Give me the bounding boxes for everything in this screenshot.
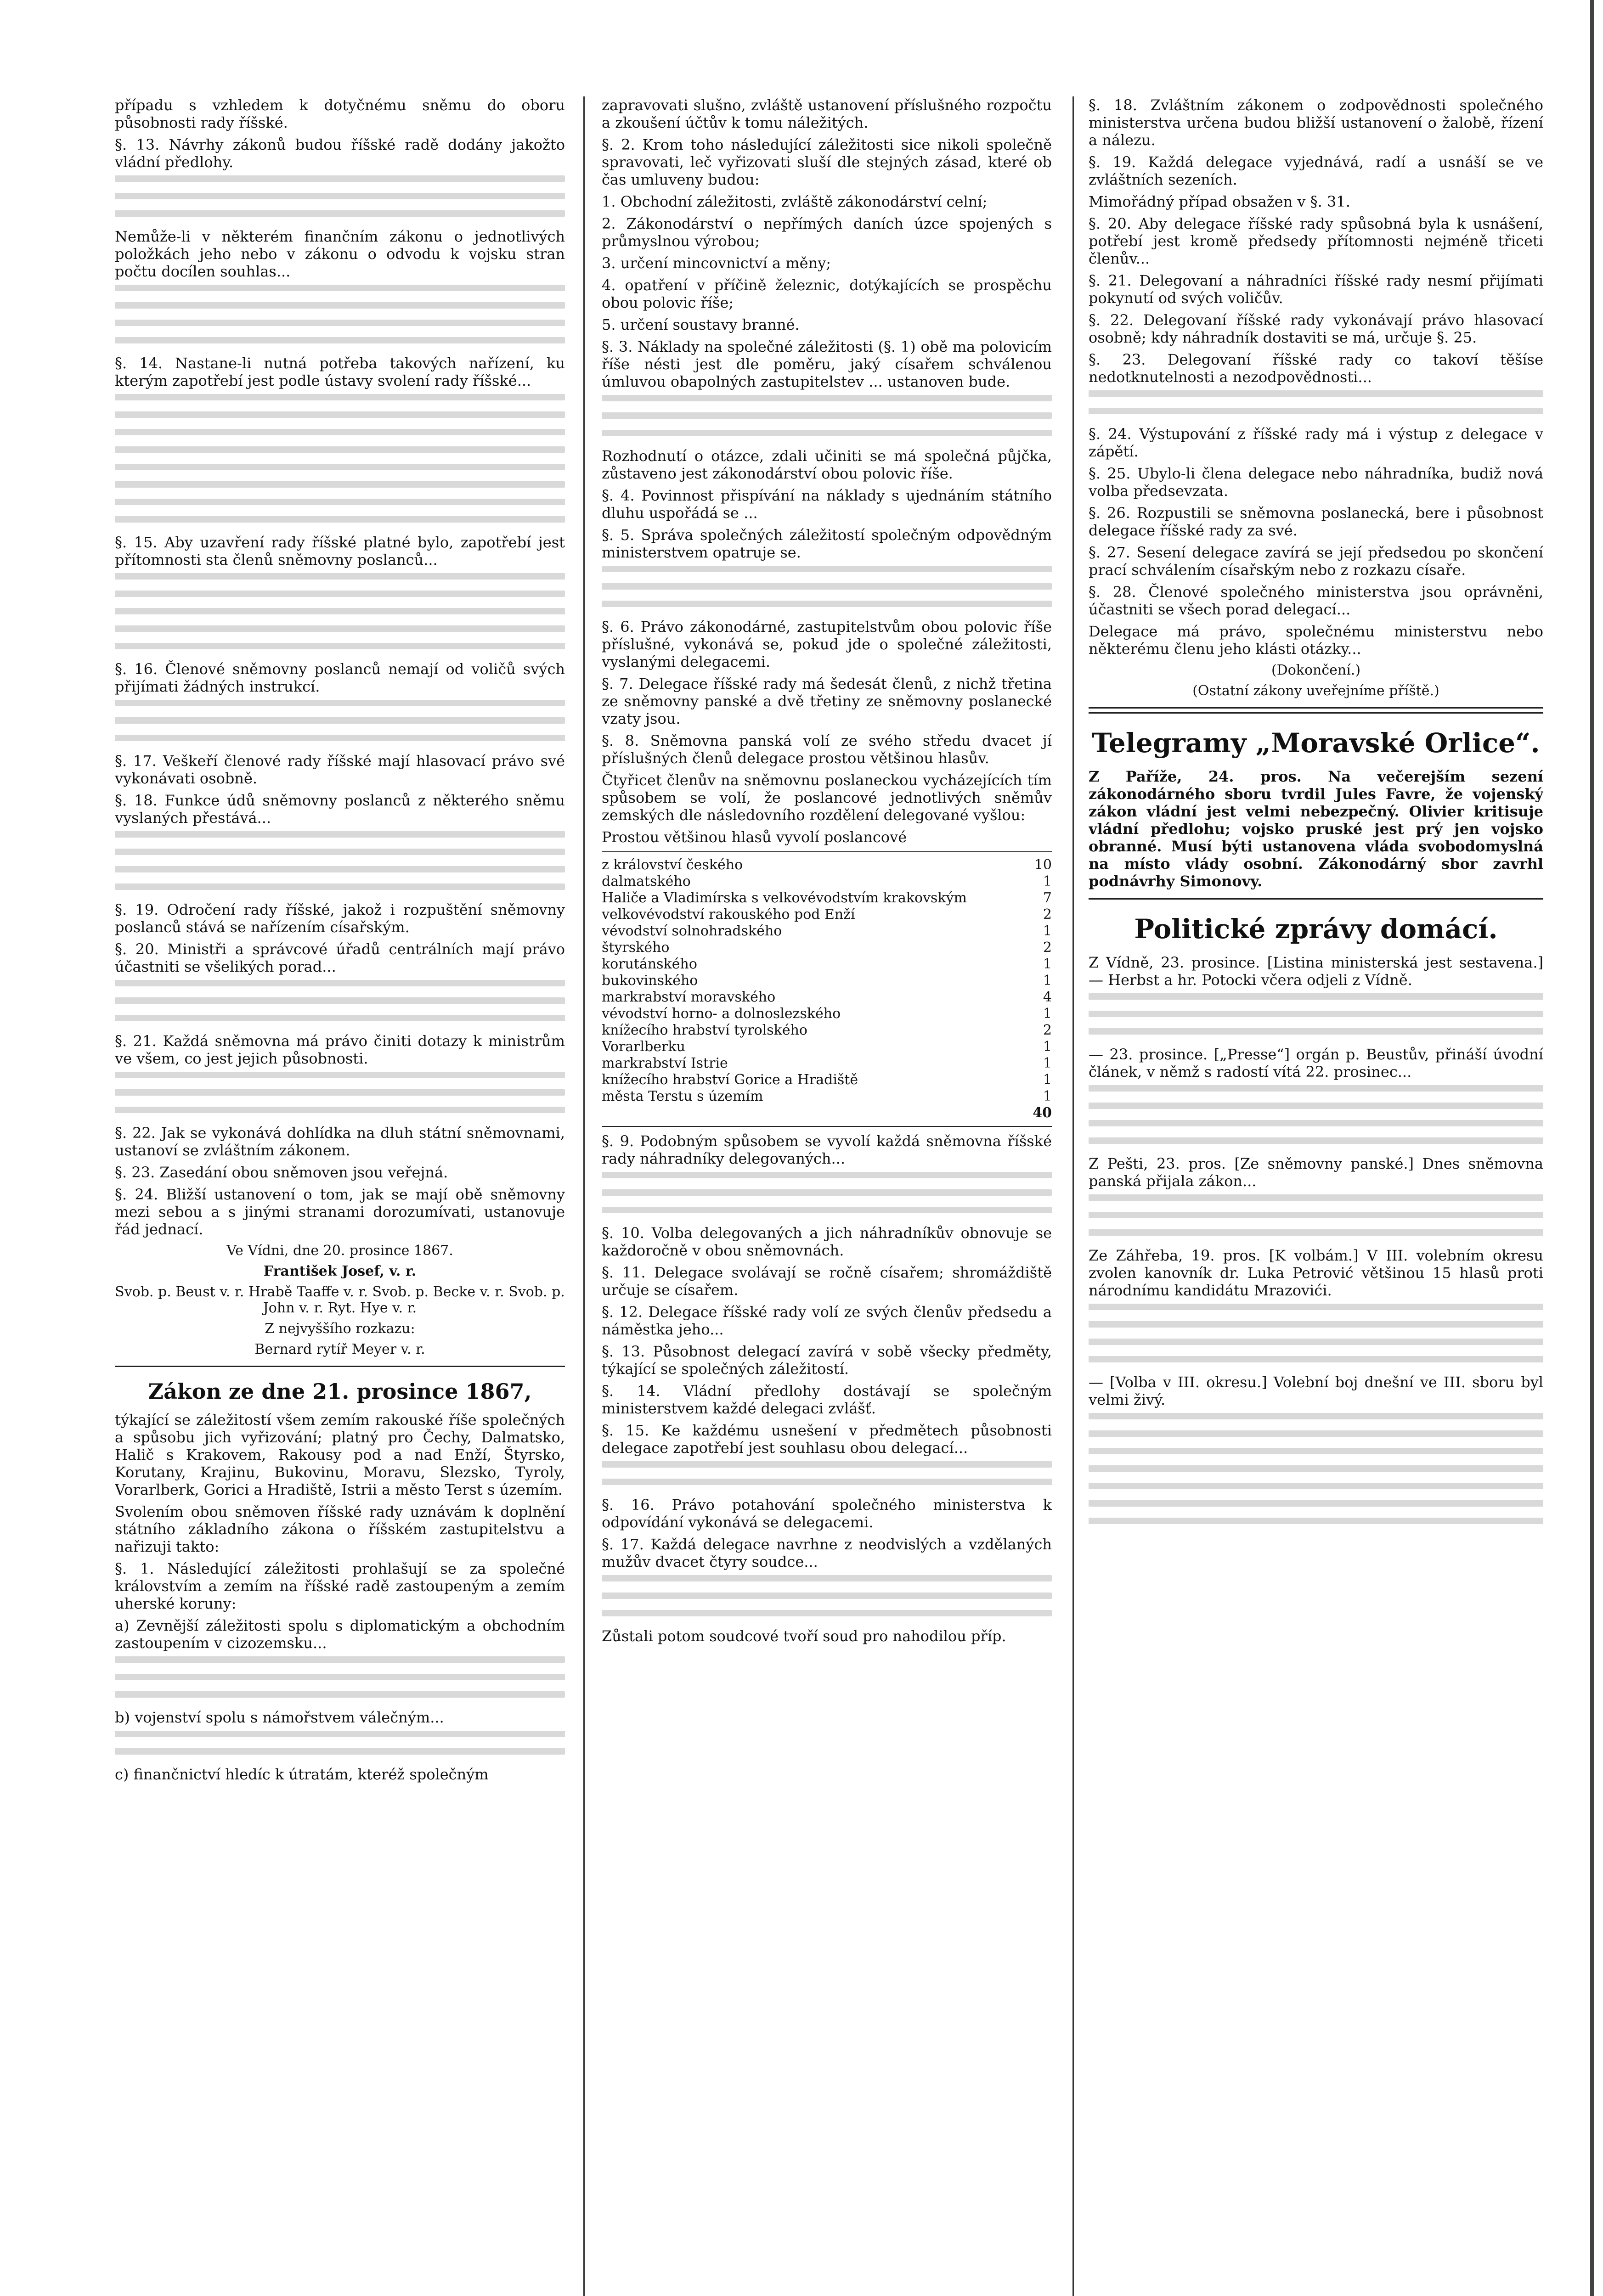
table-row: knížecího hrabství tyrolského 2 bbox=[602, 1022, 1052, 1038]
text-placeholder bbox=[115, 1656, 565, 1698]
table-row: vévodství solnohradského 1 bbox=[602, 923, 1052, 939]
signature-order: Z nejvyššího rozkazu: bbox=[265, 1321, 415, 1337]
paragraph: §. 9. Podobným spůsobem se vyvolí každá sněmovna říšské rady náhradníky delegovaných... bbox=[602, 1132, 1052, 1167]
paragraph: §. 12. Delegace říšské rady volí ze svých členův předsedu a náměstka jeho... bbox=[602, 1303, 1052, 1338]
paragraph: Z Pešti, 23. pros. [Ze sněmovny panské.] Dnes sněmovna panská přijala zákon... bbox=[1089, 1155, 1543, 1190]
text-placeholder bbox=[115, 175, 565, 217]
paragraph: §. 28. Členové společného ministerstva jsou oprávněni, účastniti se všech porad delegací... bbox=[1089, 583, 1543, 618]
paragraph: §. 8. Sněmovna panská volí ze svého středu dvacet jí příslušných členů delegace prostou většinou hlasův. bbox=[602, 732, 1052, 767]
date-line: Ve Vídni, dne 20. prosince 1867. bbox=[226, 1243, 453, 1259]
paragraph: §. 18. Funkce údů sněmovny poslanců z některého sněmu vyslaných přestává... bbox=[115, 792, 565, 827]
text-placeholder bbox=[602, 566, 1052, 607]
paragraph: §. 23. Delegovaní říšské rady co takoví těšíse nedotknutelnosti a nezodpovědnosti... bbox=[1089, 351, 1543, 386]
separator bbox=[115, 1366, 565, 1367]
paragraph: §. 1. Následující záležitosti prohlašují se za společné královstvím a zemím na říšské radě zastoupeným a zemím uherské koruny: bbox=[115, 1560, 565, 1612]
paragraph: §. 10. Volba delegovaných a jich náhradníkův obnovuje se každoročně v obou sněmovnách. bbox=[602, 1224, 1052, 1259]
separator bbox=[1089, 707, 1543, 714]
paragraph: §. 13. Působnost delegací zavírá v sobě všecky předměty, týkající se společných záležitostí. bbox=[602, 1343, 1052, 1378]
column-rule bbox=[583, 96, 585, 2296]
paragraph: §. 5. Správa společných záležitostí společným odpovědným ministerstvem opatruje se. bbox=[602, 526, 1052, 561]
paragraph: Delegace má právo, společnému ministerstvu nebo některému členu jeho klásti otázky... bbox=[1089, 623, 1543, 658]
telegram-title: Telegramy „Moravské Orlice“. bbox=[1092, 727, 1540, 759]
text-placeholder bbox=[115, 285, 565, 343]
column-rule bbox=[1072, 96, 1074, 2296]
paragraph: b) vojenství spolu s námořstvem válečným... bbox=[115, 1709, 444, 1726]
paragraph: §. 22. Jak se vykonává dohlídka na dluh státní sněmovnami, ustanoví se zvláštním zákonem. bbox=[115, 1124, 565, 1159]
text-placeholder bbox=[115, 394, 565, 523]
end-note: (Dokončení.) bbox=[1271, 662, 1361, 678]
delegates-table bbox=[602, 851, 1052, 1127]
paragraph: Z Vídně, 23. prosince. [Listina ministerská jest sestavena.] — Herbst a hr. Potocki včera odjeli z Vídně. bbox=[1089, 954, 1543, 989]
column-2 bbox=[602, 96, 1052, 2296]
list-item: 5. určení soustavy branné. bbox=[602, 316, 800, 333]
paragraph: §. 16. Členové sněmovny poslanců nemají od voličů svých přijímati žádných instrukcí. bbox=[115, 660, 565, 695]
text-placeholder bbox=[115, 831, 565, 890]
telegram-text: Z Paříže, 24. pros. Na večerejším sezení zákonodárného sboru tvrdil Jules Favre, že vojenský zákon vládní jest velmi nebezpečný. Olivier kritisuje vládní předlohu; vojsko pruské jest prý jen vojsko obranné. Musí býti ustanovena vláda svobodomyslná na místo vlády osobní. Zákonodárný sbor zavrhl podnávrhy Simonovy. bbox=[1089, 768, 1543, 890]
table-row: Haliče a Vladimírska s velkovévodstvím krakovským 7 bbox=[602, 890, 1052, 906]
paragraph: §. 20. Ministři a správcové úřadů centrálních mají právo účastniti se všelikých porad... bbox=[115, 940, 565, 975]
paragraph: §. 22. Delegovaní říšské rady vykonávají právo hlasovací osobně; kdy náhradník dostaviti se má, určuje §. 25. bbox=[1089, 311, 1543, 346]
table-row: města Terstu s územím 1 bbox=[602, 1088, 1052, 1104]
table-row: markrabství moravského 4 bbox=[602, 989, 1052, 1005]
text-placeholder bbox=[1089, 1194, 1543, 1236]
paragraph: §. 24. Bližší ustanovení o tom, jak se mají obě sněmovny mezi sebou a s jinými stranami dorozumívati, ustanovuje řád jednací. bbox=[115, 1186, 565, 1238]
paragraph: §. 13. Návrhy zákonů budou říšské radě dodány jakožto vládní předlohy. bbox=[115, 136, 565, 171]
paragraph: §. 14. Vládní předlohy dostávají se společným ministerstvem každé delegaci zvlášť. bbox=[602, 1382, 1052, 1417]
separator bbox=[1089, 898, 1543, 900]
table-row: velkovévodství rakouského pod Enží 2 bbox=[602, 906, 1052, 923]
paragraph: §. 26. Rozpustili se sněmovna poslanecká, bere i působnost delegace říšské rady za své. bbox=[1089, 504, 1543, 539]
text-placeholder bbox=[115, 980, 565, 1021]
table-row: vévodství horno- a dolnoslezského 1 bbox=[602, 1006, 1052, 1022]
paragraph: §. 21. Delegovaní a náhradníci říšské rady nesmí přijímati pokynutí od svých voličův. bbox=[1089, 272, 1543, 307]
paragraph: §. 20. Aby delegace říšské rady spůsobná byla k usnášení, potřebí jest kromě předsedy přítomnosti nejméně třiceti členův... bbox=[1089, 215, 1543, 267]
paragraph: §. 19. Odročení rady říšské, jakož i rozpuštění sněmovny poslanců stává se nařízením císařským. bbox=[115, 901, 565, 936]
signature-meyer: Bernard rytíř Meyer v. r. bbox=[254, 1341, 425, 1357]
paragraph: §. 4. Povinnost přispívání na náklady s ujednáním státního dluhu uspořádá se ... bbox=[602, 487, 1052, 522]
table-row: korutánského 1 bbox=[602, 956, 1052, 972]
paragraph: případu s vzhledem k dotyčnému sněmu do oboru působnosti rady říšské. bbox=[115, 96, 565, 131]
paragraph: §. 21. Každá sněmovna má právo činiti dotazy k ministrům ve všem, co jest jejich působnosti. bbox=[115, 1032, 565, 1067]
paragraph: — [Volba v III. okresu.] Volební boj dnešní ve III. sboru byl velmi živý. bbox=[1089, 1373, 1543, 1408]
column-1 bbox=[115, 96, 565, 2296]
paragraph: Nemůže-li v některém finančním zákonu o jednotlivých položkách jeho nebo v zákonu o odvodu k vojsku stran počtu docílen souhlas... bbox=[115, 228, 565, 280]
paragraph: — 23. prosince. [„Presse“] orgán p. Beustův, přináší úvodní článek, v němž s radostí vítá 22. prosinec... bbox=[1089, 1046, 1543, 1080]
paragraph: §. 15. Aby uzavření rady říšské platné bylo, zapotřebí jest přítomnosti sta členů sněmovny poslanců... bbox=[115, 534, 565, 568]
text-placeholder bbox=[115, 1072, 565, 1113]
paragraph: §. 2. Krom toho následující záležitosti sice nikoli společně spravovati, leč vyřizovati sluší dle stejných zásad, které ob čas umluveny budou: bbox=[602, 136, 1052, 188]
page-edge bbox=[1590, 0, 1594, 2296]
list-item: 1. Obchodní záležitosti, zvláště zákonodárství celní; bbox=[602, 193, 988, 210]
paragraph: §. 19. Každá delegace vyjednává, radí a usnáší se ve zvláštních sezeních. bbox=[1089, 153, 1543, 188]
list-item: 2. Zákonodárství o nepřímých daních úzce spojených s průmyslnou výrobou; bbox=[602, 215, 1052, 250]
table-row: knížecího hrabství Gorice a Hradiště 1 bbox=[602, 1072, 1052, 1088]
paragraph: Rozhodnutí o otázce, zdali učiniti se má společná půjčka, zůstaveno jest zákonodárství obou polovic říše. bbox=[602, 447, 1052, 482]
politics-title: Politické zprávy domácí. bbox=[1134, 913, 1498, 945]
signature-name: František Josef, v. r. bbox=[263, 1263, 417, 1279]
paragraph: §. 17. Každá delegace navrhne z neodvislých a vzdělaných mužův dvacet čtyry soudce... bbox=[602, 1536, 1052, 1570]
text-placeholder bbox=[602, 1461, 1052, 1485]
paragraph: §. 17. Veškeří členové rady říšské mají hlasovací právo své vykonávati osobně. bbox=[115, 752, 565, 787]
list-item: 4. opatření v příčině železnic, dotýkajících se prospěchu obou polovic říše; bbox=[602, 276, 1052, 311]
paragraph: §. 11. Delegace svolávají se ročně císařem; shromáždiště určuje se císařem. bbox=[602, 1264, 1052, 1299]
text-placeholder bbox=[1089, 1085, 1543, 1144]
paragraph: Svolením obou sněmoven říšské rady uznávám k doplnění státního základního zákona o říšském zastupitelstvu a nařizuji takto: bbox=[115, 1503, 565, 1555]
paragraph: c) finančnictví hledíc k útratám, kteréž společným bbox=[115, 1766, 489, 1783]
table-row: dalmatského 1 bbox=[602, 873, 1052, 889]
text-placeholder bbox=[1089, 390, 1543, 414]
paragraph: §. 27. Sesení delegace zavírá se její předsedou po skončení prací schválením císařským nebo z rozkazu císaře. bbox=[1089, 544, 1543, 579]
paragraph: §. 14. Nastane-li nutná potřeba takových nařízení, ku kterým zapotřebí jest podle ústavy svolení rady říšské... bbox=[115, 355, 565, 389]
text-placeholder bbox=[602, 1172, 1052, 1213]
paragraph: týkající se záležitostí všem zemím rakouské říše společných a spůsobu jich vyřizování; platný pro Čechy, Dalmatsko, Halič s Krakovem, Rakousy pod a nad Enží, Štyrsko, Korutany, Krajinu, Bukovinu, Moravu, Slezsko, Tyroly, Vorarlberk, Gorici a Hradiště, Istrii a město Terst s územím. bbox=[115, 1411, 565, 1498]
column-3 bbox=[1089, 96, 1543, 2296]
paragraph: §. 25. Ubylo-li člena delegace nebo náhradníka, budiž nová volba předsevzata. bbox=[1089, 465, 1543, 500]
list-item: 3. určení mincovnictví a měny; bbox=[602, 254, 831, 272]
text-placeholder bbox=[115, 1731, 565, 1755]
table-row: markrabství Istrie 1 bbox=[602, 1055, 1052, 1071]
paragraph: zapravovati slušno, zvláště ustanovení příslušného rozpočtu a zkoušení účtův k tomu náležitých. bbox=[602, 96, 1052, 131]
text-placeholder bbox=[1089, 993, 1543, 1035]
text-placeholder bbox=[602, 1575, 1052, 1616]
paragraph: §. 23. Zasedání obou sněmoven jsou veřejná. bbox=[115, 1164, 448, 1181]
paragraph: a) Zevnější záležitosti spolu s diplomatickým a obchodním zastoupením v cizozemsku... bbox=[115, 1617, 565, 1652]
paragraph: §. 18. Zvláštním zákonem o zodpovědnosti společného ministerstva určena budou bližší ustanovení o žalobě, řízení a nálezu. bbox=[1089, 96, 1543, 149]
paragraph: Zůstali potom soudcové tvoří soud pro nahodilou příp. bbox=[602, 1627, 1006, 1645]
table-row: z království českého 10 bbox=[602, 857, 1052, 873]
signature-ministers: Svob. p. Beust v. r. Hrabě Taaffe v. r. Svob. p. Becke v. r. Svob. p. John v. r. Ryt. Hye v. r. bbox=[115, 1284, 565, 1316]
text-placeholder bbox=[602, 395, 1052, 436]
text-placeholder bbox=[115, 700, 565, 741]
paragraph: §. 3. Náklady na společné záležitosti (§. 1) obě ma polovicím říše nésti jest dle poměru, jaký císařem schválenou úmluvou obapolných zastupitelstev ... ustanoven bude. bbox=[602, 338, 1052, 390]
table-total-row: 40 bbox=[1033, 1105, 1052, 1121]
paragraph: Mimořádný případ obsažen v §. 31. bbox=[1089, 193, 1350, 210]
paragraph: §. 16. Právo potahování společného ministerstva k odpovídání vykonává se delegacemi. bbox=[602, 1496, 1052, 1531]
table-row: bukovinského 1 bbox=[602, 973, 1052, 989]
newspaper-page bbox=[115, 96, 1543, 2296]
text-placeholder bbox=[1089, 1304, 1543, 1362]
paragraph: §. 24. Výstupování z říšské rady má i výstup z delegace v zápětí. bbox=[1089, 425, 1543, 460]
paragraph: Ze Záhřeba, 19. pros. [K volbám.] V III. volebním okresu zvolen kanovník dr. Luka Petrović většinou 15 hlasů proti národnímu kandidátu Mrazovići. bbox=[1089, 1247, 1543, 1299]
paragraph: §. 15. Ke každému usnešení v předmětech působnosti delegace zapotřebí jest souhlasu obou delegací... bbox=[602, 1422, 1052, 1457]
law-title: Zákon ze dne 21. prosince 1867, bbox=[148, 1379, 532, 1404]
text-placeholder bbox=[1089, 1413, 1543, 1524]
table-row: štyrského 2 bbox=[602, 940, 1052, 956]
table-row: Vorarlberku 1 bbox=[602, 1039, 1052, 1055]
paragraph: §. 7. Delegace říšské rady má šedesát členů, z nichž třetina ze sněmovny panské a dvě třetiny ze sněmovny poslanecké vzaty jsou. bbox=[602, 675, 1052, 727]
paragraph: §. 6. Právo zákonodárné, zastupitelstvům obou polovic říše příslušné, vykonává se, pokud jde o společné záležitosti, vyslanými delegacemi. bbox=[602, 618, 1052, 670]
text-placeholder bbox=[115, 573, 565, 649]
end-note: (Ostatní zákony uveřejníme příště.) bbox=[1192, 683, 1439, 699]
paragraph: Čtyřicet členův na sněmovnu poslaneckou vycházejících tím spůsobem se volí, že poslancové jednotlivých sněmův zemských dle následovního rozdělení delegované vyšlou: bbox=[602, 771, 1052, 824]
paragraph: Prostou většinou hlasů vyvolí poslancové bbox=[602, 828, 907, 846]
